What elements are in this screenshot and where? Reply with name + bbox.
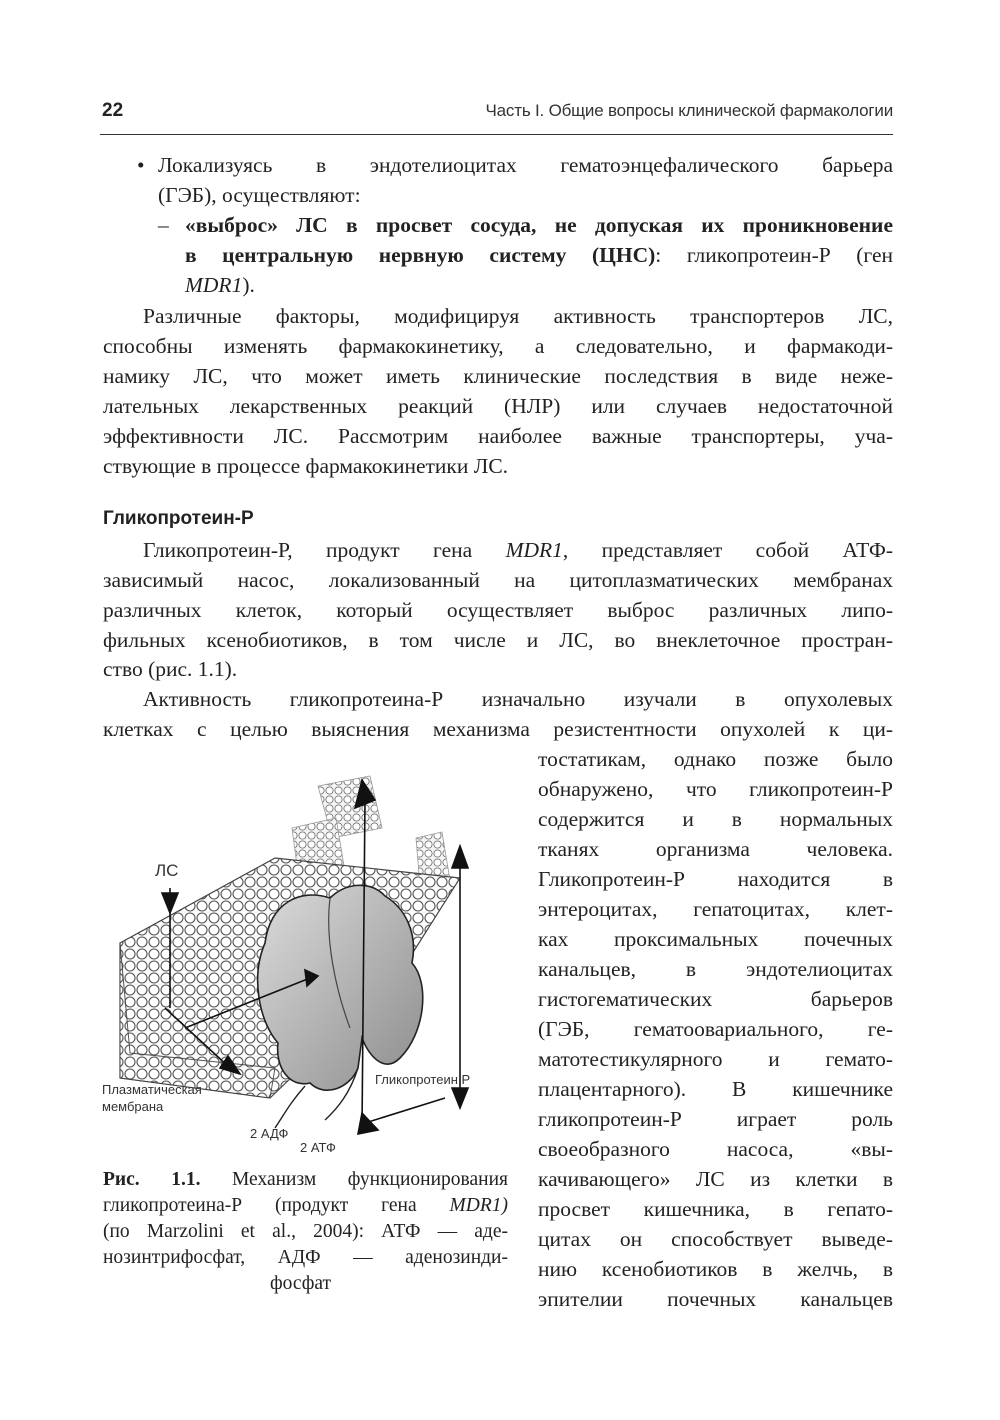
arrow-bottom [365,1098,445,1123]
caption-line-2-a: гликопротеина-Р (продукт гена [103,1195,417,1216]
arrow-bottom-head [358,1113,378,1134]
caption-line-1 [103,1168,508,1192]
label-ls: ЛС [155,861,179,880]
dash-line-3-rest: ). [242,273,255,297]
label-membrane-1: Плазматическая [102,1082,202,1097]
dash-line-3 [185,272,255,298]
col-line-15: качивающего» ЛС из клетки в [538,1167,893,1191]
arrow-ls-head [162,893,178,913]
para2-line-1-b: , представляет собой АТФ- [562,538,893,562]
para1-line-4: лательных лекарственных реакций (НЛР) или случаев недостаточной [103,394,893,418]
para2-line-4: фильных ксенобиотиков, в том числе и ЛС, во внеклеточное простран- [103,628,893,652]
para1-line-6: ствующие в процессе фармакокинетики ЛС. [103,454,509,478]
glycoprotein-diagram [100,768,510,1153]
bullet-line-1: Локализуясь в эндотелиоцитах гематоэнцефалического барьера [158,153,893,177]
gene-name-2: MDR1 [505,538,563,562]
glycoprotein-body [258,885,423,1090]
col-line-9: гистогематических барьеров [538,987,893,1011]
col-line-4: тканях организма человека. [538,837,893,861]
caption-line-2 [103,1194,508,1218]
caption-line-1-rest: Механизм функционирования [231,1169,508,1190]
col-line-16: просвет кишечника, в гепато- [538,1197,893,1221]
col-line-14: своеобразного насоса, «вы- [538,1137,893,1161]
col-line-19: эпителии почечных канальцев [538,1287,893,1311]
caption-gene: MDR1) [449,1195,508,1216]
figure-glycoprotein-mechanism [100,768,510,1153]
para2-line-2: зависимый насос, локализованный на цитоплазматических мембранах [103,568,893,592]
dash-line-2 [185,242,893,268]
col-line-18: нию ксенобиотиков в желчь, в [538,1257,893,1281]
para1-line-5: эффективности ЛС. Рассмотрим наиболее важные транспортеры, уча- [103,424,893,448]
caption-line-5: фосфат [270,1273,332,1294]
para2-line-5: ство (рис. 1.1). [103,657,238,681]
col-line-13: гликопротеин-Р играет роль [538,1107,893,1131]
page-number: 22 [102,100,124,121]
label-atp: 2 АТФ [300,1140,336,1153]
col-line-6: энтероцитах, гепатоцитах, клет- [538,897,893,921]
col-line-8: канальцев, в эндотелиоцитах [538,957,893,981]
col-line-10: (ГЭБ, гематоовариального, ге- [538,1017,893,1041]
para3-line-1: Активность гликопротеина-Р изначально изучали в опухолевых [143,687,893,711]
col-line-1: тостатикам, однако позже было [538,747,893,771]
arrow-right-head [452,846,468,868]
col-line-12: плацентарного). В кишечнике [538,1077,893,1101]
para1-line-3: намику ЛС, что может иметь клинические последствия в виде неже- [103,364,893,388]
col-line-3: содержится и в нормальных [538,807,893,831]
label-adp: 2 АДФ [250,1126,289,1141]
para1-line-1: Различные факторы, модифицируя активность транспортеров ЛС, [143,304,893,328]
dash-line-2-rest: : гликопротеин-Р (ген [655,243,893,267]
protein-tail-2 [275,1086,305,1128]
para2-line-1-a: Гликопротеин-Р, продукт гена [143,538,473,562]
para1-line-2: способны изменять фармакокинетику, а следовательно, и фармакоди- [103,334,893,358]
col-line-11: матотестикулярного и гемато- [538,1047,893,1071]
caption-line-4: нозинтрифосфат, АДФ — аденозинди- [103,1247,508,1268]
section-heading: Гликопротеин-Р [103,508,254,529]
page-header [100,98,893,135]
col-line-7: ках проксимальных почечных [538,927,893,951]
label-membrane-2: мембрана [102,1099,164,1114]
col-line-2: обнаружено, что гликопротеин-Р [538,777,893,801]
para3-line-2: клетках с целью выяснения механизма резистентности опухолей к ци- [103,717,893,741]
caption-line-3: (по Marzolini et al., 2004): АТФ — аде- [103,1221,508,1242]
caption-label: Рис. 1.1. [103,1169,201,1190]
col-line-17: цитах он способствует выведе- [538,1227,893,1251]
gene-name: MDR1 [185,273,243,297]
dash-line-1: «выброс» ЛС в просвет сосуда, не допуская их проникновение [185,213,893,237]
para2-line-3: различных клеток, который осуществляет выброс различных липо- [103,598,893,622]
col-line-5: Гликопротеин-Р находится в [538,867,893,891]
para2-line-1 [143,537,893,563]
dash-line-2-bold: в центральную нервную систему (ЦНС) [185,243,656,267]
bullet-mark: • [137,153,145,177]
arrow-right-bottom-head [452,1088,468,1108]
bullet-line-2: (ГЭБ), осуществляют: [158,183,361,207]
running-title: Часть I. Общие вопросы клинической фармакологии [485,101,893,120]
label-glycoprotein: Гликопротеин Р [375,1072,471,1087]
dash-mark: – [158,213,169,237]
